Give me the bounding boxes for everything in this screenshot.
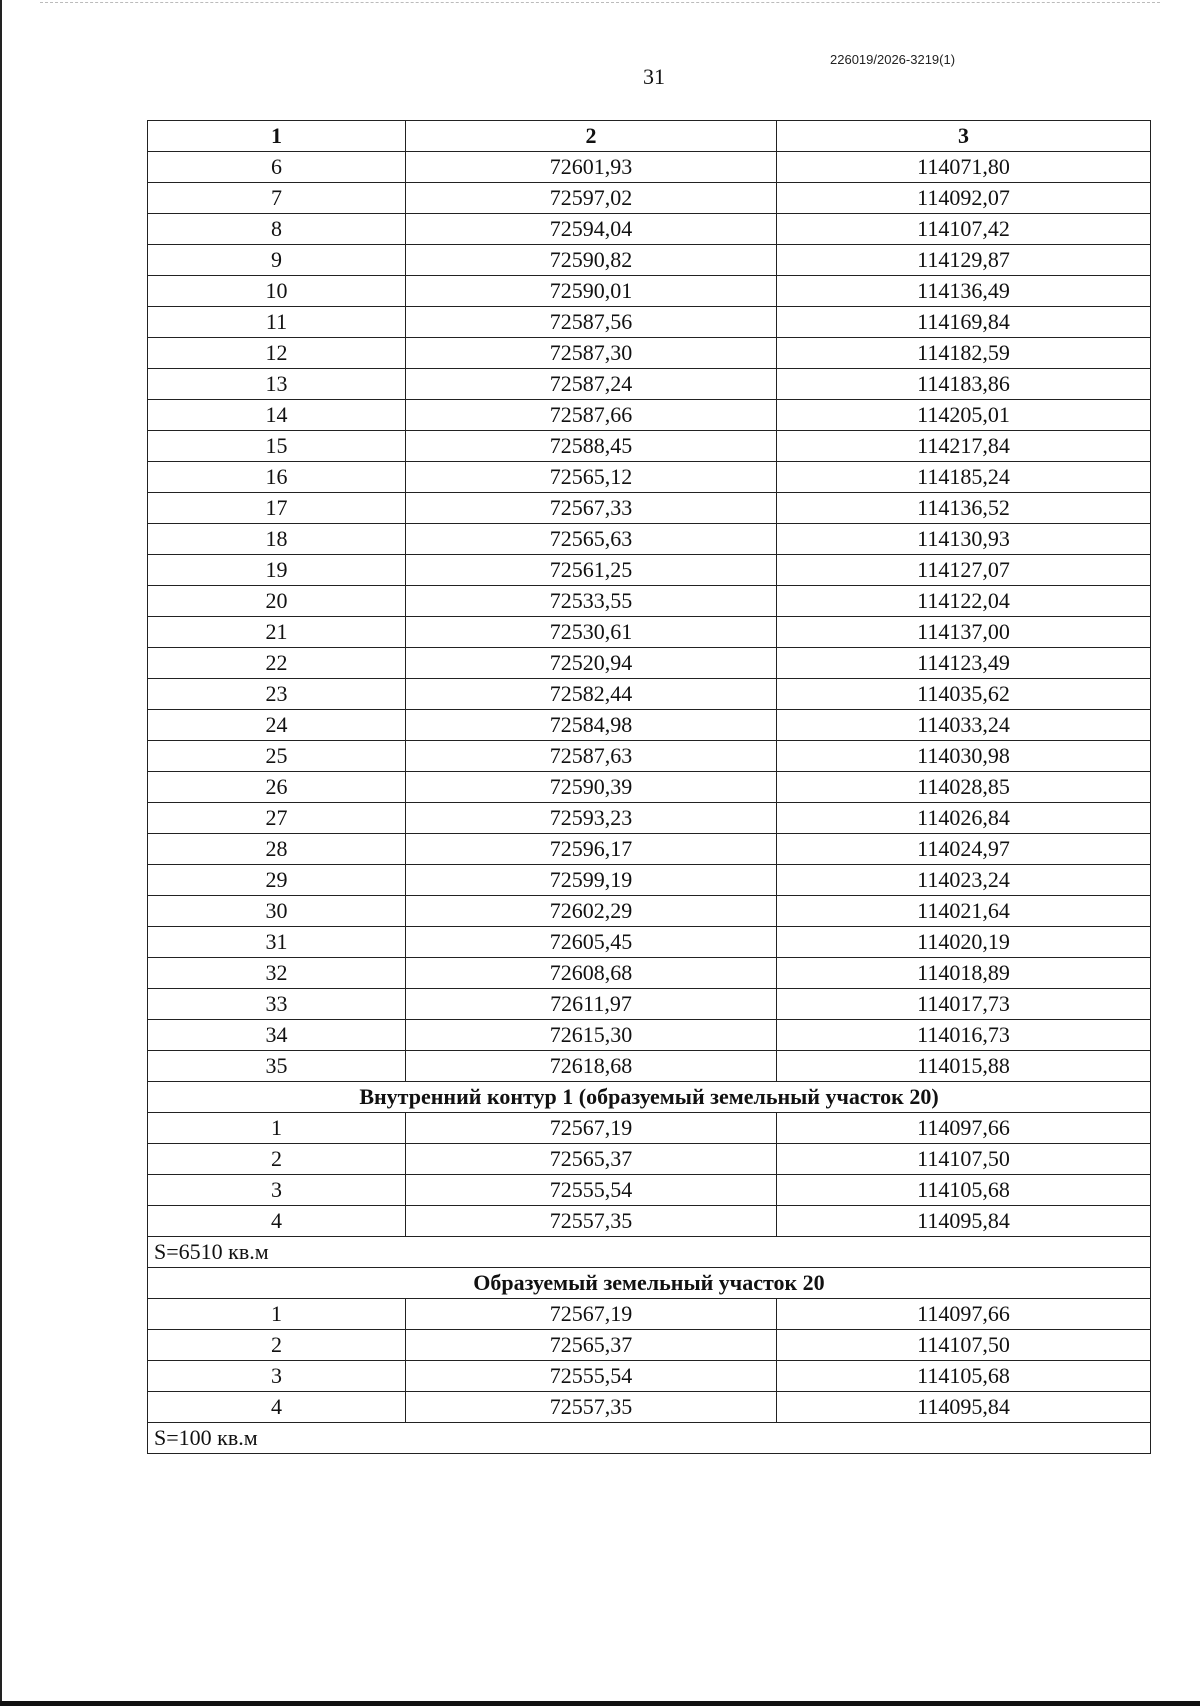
coordinate-y: 114136,49 bbox=[777, 276, 1151, 307]
table-row bbox=[148, 1299, 1151, 1330]
table-row bbox=[148, 400, 1151, 431]
parcel-area: S=100 кв.м bbox=[148, 1423, 1151, 1454]
column-header-x: 2 bbox=[406, 121, 777, 152]
point-number: 20 bbox=[148, 586, 406, 617]
coordinate-y: 114205,01 bbox=[777, 400, 1151, 431]
table-row bbox=[148, 1113, 1151, 1144]
coordinate-y: 114095,84 bbox=[777, 1392, 1151, 1423]
table-row bbox=[148, 1144, 1151, 1175]
point-number: 19 bbox=[148, 555, 406, 586]
point-number: 26 bbox=[148, 772, 406, 803]
page-left-edge bbox=[0, 0, 2, 1706]
table-row bbox=[148, 152, 1151, 183]
table-row bbox=[148, 896, 1151, 927]
point-number: 18 bbox=[148, 524, 406, 555]
coordinate-x: 72587,66 bbox=[406, 400, 777, 431]
coordinate-x: 72590,39 bbox=[406, 772, 777, 803]
coordinate-x: 72608,68 bbox=[406, 958, 777, 989]
coordinate-x: 72611,97 bbox=[406, 989, 777, 1020]
point-number: 4 bbox=[148, 1392, 406, 1423]
coordinate-x: 72533,55 bbox=[406, 586, 777, 617]
table-row bbox=[148, 1175, 1151, 1206]
point-number: 9 bbox=[148, 245, 406, 276]
coordinate-y: 114107,42 bbox=[777, 214, 1151, 245]
coordinate-x: 72615,30 bbox=[406, 1020, 777, 1051]
point-number: 10 bbox=[148, 276, 406, 307]
table-row bbox=[148, 214, 1151, 245]
scan-top-line bbox=[40, 2, 1160, 4]
table-row bbox=[148, 617, 1151, 648]
coordinate-x: 72594,04 bbox=[406, 214, 777, 245]
table-row bbox=[148, 245, 1151, 276]
table-row bbox=[148, 1206, 1151, 1237]
coordinate-y: 114026,84 bbox=[777, 803, 1151, 834]
table-row bbox=[148, 927, 1151, 958]
point-number: 15 bbox=[148, 431, 406, 462]
table-row bbox=[148, 989, 1151, 1020]
parcel-title-row bbox=[148, 1268, 1151, 1299]
coordinate-x: 72555,54 bbox=[406, 1175, 777, 1206]
coordinate-y: 114092,07 bbox=[777, 183, 1151, 214]
coordinate-y: 114183,86 bbox=[777, 369, 1151, 400]
coordinate-y: 114107,50 bbox=[777, 1330, 1151, 1361]
inner-contour-area: S=6510 кв.м bbox=[148, 1237, 1151, 1268]
coordinate-x: 72601,93 bbox=[406, 152, 777, 183]
coordinate-y: 114020,19 bbox=[777, 927, 1151, 958]
table-row bbox=[148, 307, 1151, 338]
coordinate-x: 72565,37 bbox=[406, 1330, 777, 1361]
coordinate-x: 72605,45 bbox=[406, 927, 777, 958]
point-number: 4 bbox=[148, 1206, 406, 1237]
point-number: 1 bbox=[148, 1113, 406, 1144]
table-row bbox=[148, 679, 1151, 710]
coordinate-x: 72565,12 bbox=[406, 462, 777, 493]
coordinate-x: 72582,44 bbox=[406, 679, 777, 710]
coordinate-y: 114023,24 bbox=[777, 865, 1151, 896]
point-number: 14 bbox=[148, 400, 406, 431]
coordinate-x: 72602,29 bbox=[406, 896, 777, 927]
table-row bbox=[148, 803, 1151, 834]
table-row bbox=[148, 1051, 1151, 1082]
coordinate-x: 72597,02 bbox=[406, 183, 777, 214]
page-number: 31 bbox=[643, 64, 665, 89]
coordinate-y: 114105,68 bbox=[777, 1175, 1151, 1206]
coordinate-x: 72588,45 bbox=[406, 431, 777, 462]
coordinate-y: 114035,62 bbox=[777, 679, 1151, 710]
coordinates-table bbox=[147, 120, 1151, 1454]
point-number: 7 bbox=[148, 183, 406, 214]
coordinate-y: 114033,24 bbox=[777, 710, 1151, 741]
coordinate-y: 114182,59 bbox=[777, 338, 1151, 369]
point-number: 3 bbox=[148, 1175, 406, 1206]
table-row bbox=[148, 524, 1151, 555]
coordinate-x: 72599,19 bbox=[406, 865, 777, 896]
coordinate-x: 72557,35 bbox=[406, 1392, 777, 1423]
coordinate-y: 114129,87 bbox=[777, 245, 1151, 276]
coordinate-x: 72587,63 bbox=[406, 741, 777, 772]
coordinate-y: 114017,73 bbox=[777, 989, 1151, 1020]
table-row bbox=[148, 276, 1151, 307]
point-number: 1 bbox=[148, 1299, 406, 1330]
column-header-y: 3 bbox=[777, 121, 1151, 152]
coordinate-y: 114095,84 bbox=[777, 1206, 1151, 1237]
coordinate-x: 72567,19 bbox=[406, 1113, 777, 1144]
point-number: 17 bbox=[148, 493, 406, 524]
point-number: 24 bbox=[148, 710, 406, 741]
table-row bbox=[148, 431, 1151, 462]
coordinate-x: 72590,82 bbox=[406, 245, 777, 276]
table-row bbox=[148, 586, 1151, 617]
point-number: 12 bbox=[148, 338, 406, 369]
coordinate-x: 72565,37 bbox=[406, 1144, 777, 1175]
point-number: 34 bbox=[148, 1020, 406, 1051]
coordinate-y: 114185,24 bbox=[777, 462, 1151, 493]
point-number: 3 bbox=[148, 1361, 406, 1392]
coordinate-x: 72587,30 bbox=[406, 338, 777, 369]
point-number: 33 bbox=[148, 989, 406, 1020]
coordinate-x: 72565,63 bbox=[406, 524, 777, 555]
coordinates-table-body bbox=[148, 121, 1151, 1454]
coordinate-x: 72593,23 bbox=[406, 803, 777, 834]
coordinate-y: 114015,88 bbox=[777, 1051, 1151, 1082]
table-row bbox=[148, 834, 1151, 865]
coordinate-y: 114024,97 bbox=[777, 834, 1151, 865]
column-header-point: 1 bbox=[148, 121, 406, 152]
point-number: 22 bbox=[148, 648, 406, 679]
coordinate-x: 72584,98 bbox=[406, 710, 777, 741]
coordinate-y: 114097,66 bbox=[777, 1113, 1151, 1144]
page-bottom-edge bbox=[0, 1701, 1200, 1706]
coordinate-x: 72520,94 bbox=[406, 648, 777, 679]
coordinate-y: 114127,07 bbox=[777, 555, 1151, 586]
inner-contour-title: Внутренний контур 1 (образуемый земельный участок 20) bbox=[148, 1082, 1151, 1113]
coordinate-x: 72567,19 bbox=[406, 1299, 777, 1330]
table-row bbox=[148, 369, 1151, 400]
point-number: 32 bbox=[148, 958, 406, 989]
coordinate-y: 114097,66 bbox=[777, 1299, 1151, 1330]
coordinate-y: 114030,98 bbox=[777, 741, 1151, 772]
table-header-row bbox=[148, 121, 1151, 152]
coordinate-y: 114016,73 bbox=[777, 1020, 1151, 1051]
coordinate-y: 114169,84 bbox=[777, 307, 1151, 338]
point-number: 11 bbox=[148, 307, 406, 338]
table-row bbox=[148, 555, 1151, 586]
table-row bbox=[148, 1361, 1151, 1392]
coordinate-x: 72567,33 bbox=[406, 493, 777, 524]
point-number: 2 bbox=[148, 1330, 406, 1361]
coordinate-y: 114217,84 bbox=[777, 431, 1151, 462]
coordinate-x: 72590,01 bbox=[406, 276, 777, 307]
table-row bbox=[148, 741, 1151, 772]
table-row bbox=[148, 462, 1151, 493]
table-row bbox=[148, 865, 1151, 896]
coordinate-y: 114071,80 bbox=[777, 152, 1151, 183]
coordinate-y: 114130,93 bbox=[777, 524, 1151, 555]
coordinate-x: 72557,35 bbox=[406, 1206, 777, 1237]
coordinate-x: 72561,25 bbox=[406, 555, 777, 586]
coordinate-x: 72555,54 bbox=[406, 1361, 777, 1392]
point-number: 28 bbox=[148, 834, 406, 865]
coordinate-y: 114122,04 bbox=[777, 586, 1151, 617]
table-row bbox=[148, 338, 1151, 369]
table-row bbox=[148, 183, 1151, 214]
point-number: 25 bbox=[148, 741, 406, 772]
point-number: 35 bbox=[148, 1051, 406, 1082]
point-number: 13 bbox=[148, 369, 406, 400]
table-row bbox=[148, 648, 1151, 679]
table-row bbox=[148, 1020, 1151, 1051]
point-number: 8 bbox=[148, 214, 406, 245]
point-number: 31 bbox=[148, 927, 406, 958]
coordinate-y: 114018,89 bbox=[777, 958, 1151, 989]
parcel-area-row bbox=[148, 1423, 1151, 1454]
coordinate-x: 72587,24 bbox=[406, 369, 777, 400]
coordinate-y: 114137,00 bbox=[777, 617, 1151, 648]
coordinate-y: 114105,68 bbox=[777, 1361, 1151, 1392]
point-number: 29 bbox=[148, 865, 406, 896]
point-number: 30 bbox=[148, 896, 406, 927]
point-number: 27 bbox=[148, 803, 406, 834]
inner-contour-title-row bbox=[148, 1082, 1151, 1113]
table-row bbox=[148, 1330, 1151, 1361]
table-row bbox=[148, 1392, 1151, 1423]
table-row bbox=[148, 710, 1151, 741]
point-number: 2 bbox=[148, 1144, 406, 1175]
table-row bbox=[148, 493, 1151, 524]
table-row bbox=[148, 958, 1151, 989]
document-code: 226019/2026-3219(1) bbox=[830, 52, 956, 67]
coordinate-x: 72596,17 bbox=[406, 834, 777, 865]
table-row bbox=[148, 772, 1151, 803]
point-number: 16 bbox=[148, 462, 406, 493]
parcel-title: Образуемый земельный участок 20 bbox=[148, 1268, 1151, 1299]
point-number: 23 bbox=[148, 679, 406, 710]
coordinate-y: 114021,64 bbox=[777, 896, 1151, 927]
coordinate-x: 72530,61 bbox=[406, 617, 777, 648]
coordinate-y: 114107,50 bbox=[777, 1144, 1151, 1175]
coordinate-x: 72587,56 bbox=[406, 307, 777, 338]
inner-contour-area-row bbox=[148, 1237, 1151, 1268]
coordinate-y: 114123,49 bbox=[777, 648, 1151, 679]
coordinate-y: 114028,85 bbox=[777, 772, 1151, 803]
coordinate-y: 114136,52 bbox=[777, 493, 1151, 524]
coordinate-x: 72618,68 bbox=[406, 1051, 777, 1082]
point-number: 21 bbox=[148, 617, 406, 648]
point-number: 6 bbox=[148, 152, 406, 183]
